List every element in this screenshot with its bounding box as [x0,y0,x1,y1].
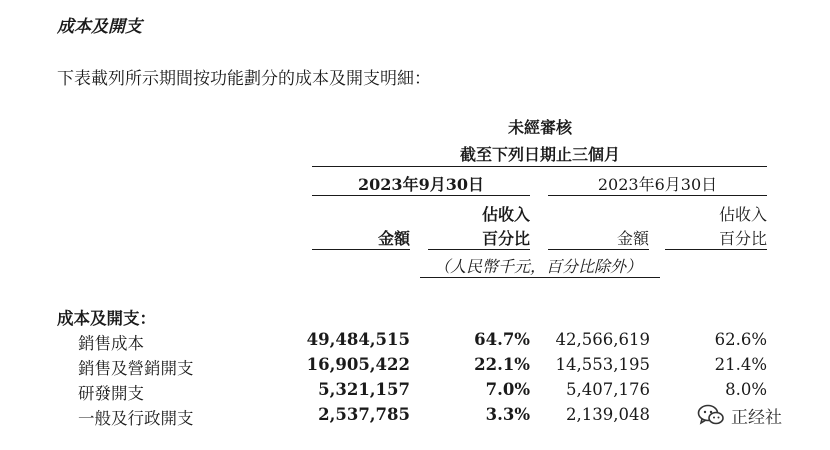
header-amount-q2: 金額 [616,229,649,248]
row-label: 研發開支 [78,384,144,403]
row-label: 一般及行政開支 [78,409,194,428]
rule-pct-q2 [665,249,767,250]
unit-note: （人民幣千元，百分比除外） [433,257,642,276]
wechat-icon [697,404,725,426]
rule-amount-q3 [312,249,410,250]
header-audit: 未經審核 [507,118,572,137]
percent-q3: 3.3% [485,405,530,424]
amount-q3: 16,905,422 [306,355,410,374]
header-date-q3: 2023年9月30日 [358,175,484,194]
amount-q2: 14,553,195 [555,355,650,374]
header-amount-q3: 金額 [377,229,410,248]
header-period: 截至下列日期止三個月 [459,145,620,164]
amount-q3: 2,537,785 [318,405,410,424]
percent-q2: 62.6% [714,330,767,349]
amount-q3: 5,321,157 [318,380,410,399]
header-pct-line1-q2: 佔收入 [718,205,767,224]
percent-q2: 21.4% [714,355,767,374]
section-title: 成本及開支： [57,309,156,328]
rule-amount-q2 [548,249,649,250]
header-rule-q2 [548,195,767,196]
header-rule-q3 [312,195,530,196]
watermark-text: 正经社 [731,407,782,428]
header-pct-line2-q2: 百分比 [718,229,767,248]
intro-paragraph: 下表載列所示期間按功能劃分的成本及開支明細： [57,69,431,89]
row-label: 銷售及營銷開支 [78,359,194,378]
header-date-q2: 2023年6月30日 [597,175,718,194]
amount-q2: 42,566,619 [555,330,650,349]
header-pct-line2-q3: 百分比 [481,229,530,248]
section-heading: 成本及開支 [57,17,142,37]
percent-q3: 7.0% [485,380,530,399]
percent-q2: 8.0% [725,380,767,399]
percent-q3: 64.7% [474,330,530,349]
amount-q3: 49,484,515 [306,330,410,349]
row-label: 銷售成本 [78,334,144,353]
percent-q3: 22.1% [474,355,530,374]
rule-pct-q3 [428,249,530,250]
unit-note-rule [420,277,660,278]
watermark [697,400,815,430]
amount-q2: 5,407,176 [566,380,650,399]
amount-q2: 2,139,048 [566,405,650,424]
header-pct-line1-q3: 佔收入 [481,205,530,224]
header-rule-top [312,166,767,167]
